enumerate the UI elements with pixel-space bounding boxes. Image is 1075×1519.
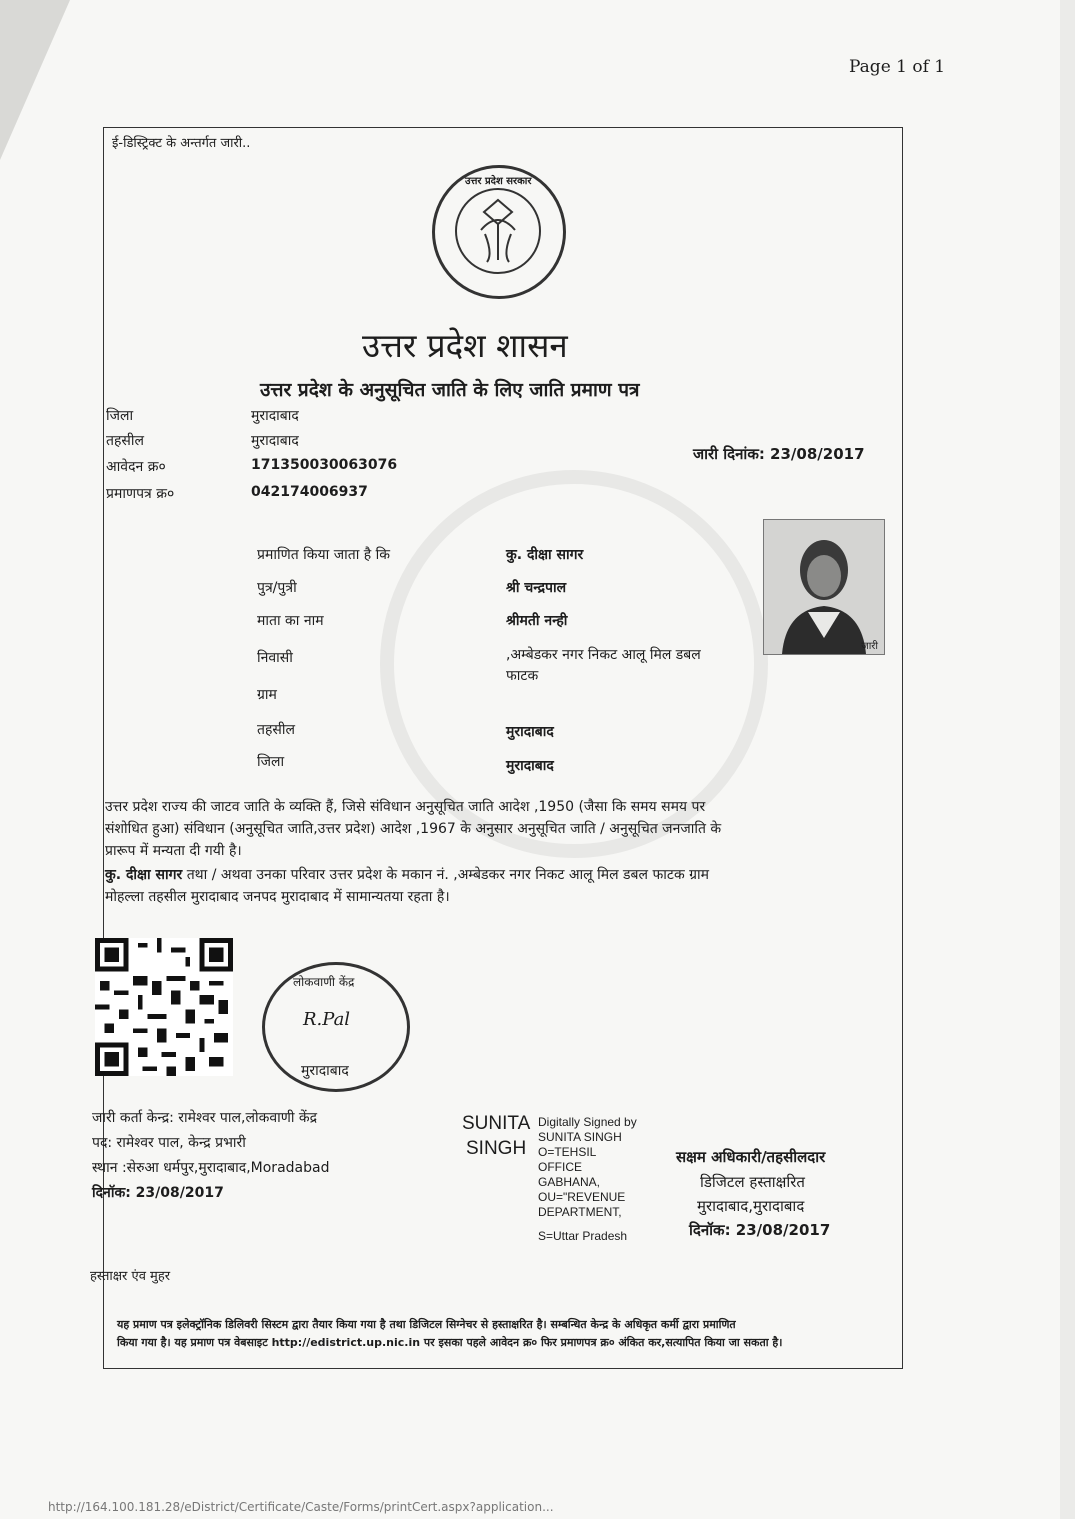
emblem-inner-ring (455, 188, 541, 274)
tehsil-value: मुरादाबाद (251, 433, 299, 449)
issued-under-text: ई-डिस्ट्रिक्ट के अन्तर्गत जारी.. (112, 136, 251, 151)
detail-label-certified: प्रमाणित किया जाता है कि (257, 547, 391, 563)
authority-line-4: दिनॉक: 23/08/2017 (689, 1221, 831, 1239)
dsig-line-6: OU="REVENUE (538, 1190, 626, 1204)
residence-statement-line-1 (105, 864, 885, 886)
application-label: आवेदन क्र० (106, 459, 166, 475)
page-title: उत्तर प्रदेश शासन (362, 326, 568, 365)
dsig-line-1: Digitally Signed by (538, 1115, 637, 1129)
lokvani-stamp (262, 962, 410, 1092)
person-photo-icon (764, 520, 884, 654)
qr-code (95, 938, 233, 1076)
caste-statement-line-2: संशोधित हुआ) संविधान (अनुसूचित जाति,उत्तर प्रदेश) आदेश ,1967 के अनुसार अनुसूचित जाति / अनुसूचित जनजाति के (105, 821, 722, 837)
district-label: जिला (106, 408, 134, 424)
detail-label-child-of: पुत्र/पुत्री (257, 580, 297, 596)
applicant-photo (763, 519, 885, 655)
caste-statement-line-3: प्रारूप में मन्यता दी गयी है। (105, 843, 242, 859)
detail-value-address-cont: फाटक (506, 668, 539, 684)
sign-seal-label: हस्ताक्षर एंव मुहर (90, 1269, 171, 1284)
issue-date: जारी दिनांक: 23/08/2017 (693, 445, 865, 463)
certificate-label: प्रमाणपत्र क्र० (106, 486, 175, 502)
emblem-fish-icon (457, 190, 539, 272)
dsig-line-7: DEPARTMENT, (538, 1205, 622, 1219)
authority-line-1: सक्षम अधिकारी/तहसीलदार (676, 1148, 826, 1166)
digital-signature-details (538, 1115, 637, 1244)
stamp-top-text: लोकवाणी केंद्र (293, 975, 355, 989)
stamp-signature: R.Pal (303, 1009, 351, 1030)
certificate-subtitle: उत्तर प्रदेश के अनुसूचित जाति के लिए जाति प्रमाण पत्र (260, 379, 640, 401)
issuer-place: स्थान :सेरुआ धर्मपुर,मुरादाबाद,Moradabad (92, 1160, 330, 1176)
caste-statement-line-1: उत्तर प्रदेश राज्य की जाटव जाति के व्यक्ति हैं, जिसे संविधान अनुसूचित जाति आदेश ,1950 (जैसा कि समय समय पर (105, 799, 706, 815)
detail-value-mother: श्रीमती नन्ही (506, 613, 568, 629)
up-government-emblem (432, 165, 566, 299)
detail-value-name: कु. दीक्षा सागर (506, 547, 584, 563)
residence-statement-line-2: मोहल्ला तहसील मुरादाबाद जनपद मुरादाबाद में सामान्यतया रहता है। (105, 889, 450, 905)
footer-note (117, 1316, 877, 1352)
detail-value-district: मुरादाबाद (506, 758, 554, 774)
detail-value-father: श्री चन्द्रपाल (506, 580, 567, 596)
application-number: 171350030063076 (251, 457, 398, 473)
detail-value-tehsil: मुरादाबाद (506, 724, 554, 740)
folded-corner (0, 0, 70, 160)
signer-name-line-1: SUNITA (462, 1113, 531, 1134)
photo-caption: जारी (861, 641, 878, 652)
qr-code-icon (95, 938, 233, 1076)
authority-line-2: डिजिटल हस्ताक्षरित (700, 1173, 805, 1191)
footer-note-line-2: किया गया है। यह प्रमाण पत्र वेबसाइट http://edistrict.up.nic.in पर इसका पहले आवेदन क्र० फिर प्रमाणपत्र क्र० अंकित कर,सत्यापित किया जा सकता है। (117, 1336, 783, 1349)
tehsil-label: तहसील (106, 433, 144, 449)
residence-statement (105, 864, 885, 908)
detail-value-address: ,अम्बेडकर नगर निकट आलू मिल डबल (506, 647, 701, 663)
residence-name: कु. दीक्षा सागर (105, 867, 183, 883)
page-label: Page 1 of 1 (849, 57, 946, 77)
bottom-url: http://164.100.181.28/eDistrict/Certificate/Caste/Forms/printCert.aspx?application... (48, 1500, 554, 1514)
detail-label-resident: निवासी (257, 650, 293, 666)
issuer-date: दिनॉक: 23/08/2017 (92, 1185, 224, 1201)
dsig-line-3: O=TEHSIL (538, 1145, 597, 1159)
detail-label-district: जिला (257, 754, 285, 770)
dsig-line-4: OFFICE (538, 1160, 582, 1174)
issuer-center: जारी कर्ता केन्द्र: रामेश्वर पाल,लोकवाणी केंद्र (92, 1110, 318, 1126)
dsig-line-8: S=Uttar Pradesh (538, 1229, 628, 1243)
issuer-post: पद: रामेश्वर पाल, केन्द्र प्रभारी (92, 1135, 246, 1151)
signer-name-line-2: SINGH (466, 1138, 527, 1159)
district-value: मुरादाबाद (251, 408, 299, 424)
caste-statement (105, 796, 885, 862)
emblem-text: उत्तर प्रदेश सरकार (465, 176, 532, 187)
authority-line-3: मुरादाबाद,मुरादाबाद (697, 1197, 805, 1215)
detail-label-tehsil: तहसील (257, 722, 295, 738)
residence-text: तथा / अथवा उनका परिवार उत्तर प्रदेश के मकान नं. ,अम्बेडकर नगर निकट आलू मिल डबल फाटक ग्राम (182, 867, 710, 883)
detail-label-village: ग्राम (257, 687, 277, 703)
detail-label-mother: माता का नाम (257, 613, 324, 629)
dsig-line-2: SUNITA SINGH (538, 1130, 622, 1144)
footer-note-line-1: यह प्रमाण पत्र इलेक्ट्रॉनिक डिलिवरी सिस्टम द्वारा तैयार किया गया है तथा डिजिटल सिग्नेचर से हस्ताक्षरित है। सम्बन्धित केन्द्र के अधिकृत कर्मी द्वारा प्रमाणित (117, 1318, 736, 1331)
certificate-number: 042174006937 (251, 484, 368, 500)
stamp-bottom-text: मुरादाबाद (301, 1063, 349, 1079)
dsig-line-5: GABHANA, (538, 1175, 601, 1189)
